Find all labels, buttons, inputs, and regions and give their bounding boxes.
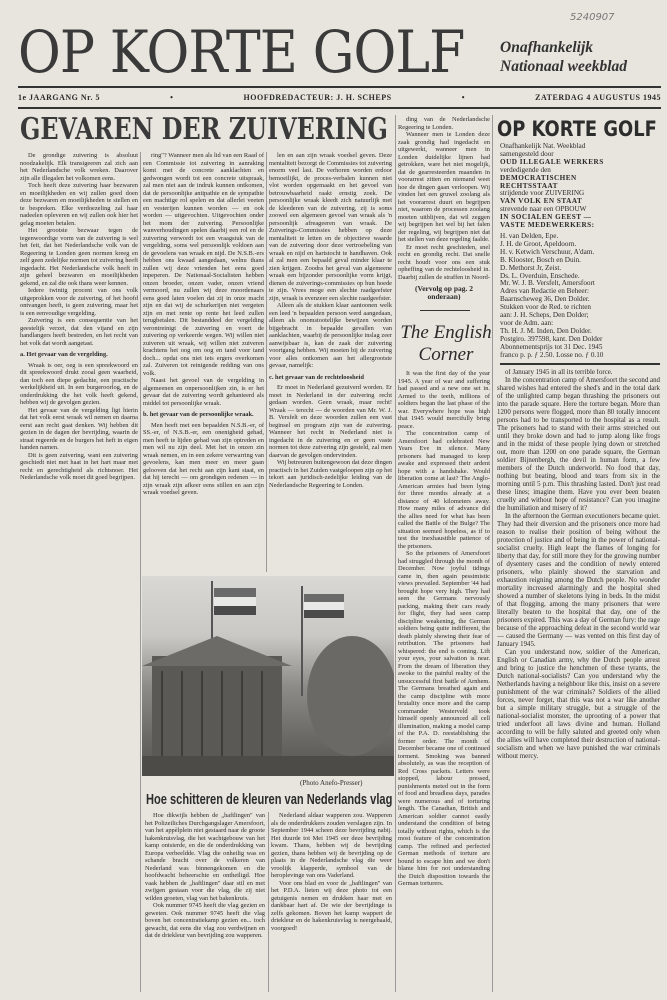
text-line: Ds. L. Overduin, Enschede. bbox=[500, 271, 580, 280]
newspaper-title: OP KORTE GOLF bbox=[18, 18, 465, 86]
paragraph: of January 1945 in all its terrible force. bbox=[505, 369, 613, 376]
sidebar-box bbox=[500, 143, 660, 359]
paragraph: Alleen als de stukken klaar aantoonen welk een leed 'n bepaalden persoon werd aangedaan, alleen als onomstootelijke bewijzen worden bijgebracht in bepaalde gevallen van aanklachten, waarbij de persoonlijke inslag zeer aanwijsbaar is, kan de zaak der zuivering voortgang hebben. Wij moeten bij de zuivering voor alles ontkomen aan het allergrootste gevaar, namelijk: bbox=[269, 302, 392, 369]
main-article-column-1 bbox=[20, 152, 138, 994]
tagline-line-1: Onafhankelijk bbox=[500, 39, 594, 56]
text-line: Postgiro. 397598, kant. Den Dolder bbox=[500, 334, 603, 343]
text-line: Adres van Redactie en Beheer: bbox=[500, 287, 590, 296]
main-article-column-4 bbox=[398, 116, 490, 281]
text-line: B. Klooster, Bosch en Duin. bbox=[500, 255, 581, 264]
paragraph: len en aan zijn wraak voedsel geven. Deze mentaliteit bezorgt de Commissies tot zuivering enorm veel last. De verhoren worden erdoor bemoeilijkt, de proces-verbalen kunnen niet vlot worden opgemaakt en het gevoel van betrouwbaarheid raakt ernstig zoek. De persoonlijke wraak kleedt zich natuurlijk met de kleederen van de zuivering, zij is soms zoowel een algemeen gevoel van wraak als 'n persoonlijk afreageeren van wraak. De Zuiverings-Commissies hebben op deze mentaliteit te letten en de objectieve waarde van de zuivering door deze vertroebeling van wraak en nijd en hartstocht te handhaven. Ook al zal men een bepaald geval minder klaar te zien krijgen. Zoodra het geval van algemeene wraak een bijzonder persoonlijke vorm krijgt, dienen de zuiverings-commissies op hun hoede te zijn. Vrees moge een slechte raadgeefster zijn, wraak is evenzeer een slechte raadgeefster. bbox=[269, 152, 392, 302]
main-article-column-3 bbox=[269, 152, 392, 572]
text-line: J. H. de Groot, Apeldoorn. bbox=[500, 239, 577, 248]
text-line: Stukken voor de Red. te richten bbox=[500, 303, 592, 312]
english-corner-column-1 bbox=[398, 370, 490, 994]
text-line: aan: J. H. Scheps, Den Dolder; bbox=[500, 311, 589, 320]
paragraph: Nederland aldaar wapperen zou. Wapperen als de onderdrukkers zouden verslagen zijn. In September 1944 scheen deze bevrijding nabij. Het duurde tot Mei 1945 eer deze bevrijding kwam. Thans, hebben wij de bevrijding gezien, thans hebben wij de bevrijding op de plaats in de Nederlandsche vlag die weer vroolijk klapperde, symbool van de heroplevinge van ons Vaderland. bbox=[271, 812, 392, 879]
text-line: H. van Delden, Epe. bbox=[500, 231, 559, 240]
paragraph: Wraak is oer, oeg is een spreekwoord en dit spreekwoord drukt zooal geen waarheid, dan toch een diepe gedachte, een practische werkelijkheid uit. In een burgeroorlog, en de onderdrukking die het volk heeft gekend, hebben wij de gevolgen gezien. bbox=[20, 361, 138, 406]
sidebar-box-title: OP KORTE GOLF bbox=[497, 117, 657, 141]
column-divider bbox=[266, 152, 267, 572]
main-article-column-2 bbox=[143, 152, 264, 572]
paragraph: Het gevaar van de vergelding ligt hierin dat het volk eerst wraak wil nemen en daarna eerst aan recht gaat denken. Wij hebben dit gezien in de dagen der bevrijding, waarin de straat regeerde en de burgers het heft in eigen handen namen. bbox=[20, 406, 138, 451]
paragraph: Dit is geen zuivering, want een zuivering geschiedt niet met haat in het hart maar met recht en gerechtigheid als richtsnoer. Het Nederlandsche volk moet dit goed begrijpen. bbox=[20, 451, 138, 481]
english-corner-column-2 bbox=[497, 369, 660, 992]
text-line: franco p. p. ƒ 2.50. Losse no. ƒ 0.10 bbox=[500, 350, 604, 359]
sidebar-box-lines bbox=[500, 143, 660, 230]
english-corner-title bbox=[400, 322, 492, 366]
text-line: verdedigende den bbox=[500, 165, 551, 174]
column-divider bbox=[268, 812, 269, 992]
text-line: Baarnscheweg 36, Den Dolder. bbox=[500, 295, 590, 304]
paragraph: De grondige zuivering is absoluut noodzakelijk. Elk transigeeren zal zich aan het Nederlandsche volk wreken. Daarover zijn alle illegalen het volkomen eens. bbox=[20, 152, 138, 182]
text-line: Onafhankelijk Nat. Weekblad bbox=[500, 142, 586, 150]
column-divider bbox=[140, 152, 141, 992]
flag-article-column-2 bbox=[271, 812, 392, 994]
divider bbox=[18, 86, 661, 88]
english-corner-title-line-1: The English bbox=[400, 322, 492, 343]
text-line: H. v. Ketwich Verschuur, A'dam. bbox=[500, 247, 595, 256]
main-headline: GEVAREN DER ZUIVERING bbox=[20, 112, 388, 147]
text-line: voor de Adm. aan: bbox=[500, 318, 554, 327]
paragraph: Men heeft met een bepaalden N.S.B.-er, of SS.-er, of N.S.B.-er, een onenigheid gehad, men heeft te lijden gehad van zijn optreden en men wil nu zijn deel. Met het in onzen zin wraak nemen, en in een zekere verwarring van gevoelens, kan men meer en meer gaan gelooven dat het recht aan zijn kant staat, en dat hij terecht — om grondigen redenen — in zijn wraak zijn afkeer eens stillen en aan zijn wraak voedsel geven. bbox=[143, 421, 264, 496]
paragraph: Hoe dikwijls hebben de „haftlingen" van het Polizeiliches Durchgangslager Amersfoort, van het appèlplein niet gestaard naar de groote hakenkruisvlag, die het wachtgebouw van het kamp ontsierde, en die de onderdrukking van Europa verbeeldde. Vlag die onheilig was en schande bracht over de volkeren van Nederland was binnengekomen en die hoofdwacht beheerschte en ontheiligd. Hoe vaak hebben de „haftlingen" daar stil en met zwijgen gestaan voor die vlag, die zij niet wilden groeten, vlag van het bakenkruis. bbox=[145, 812, 265, 902]
text-line: VAN VOLK EN STAAT bbox=[500, 197, 583, 206]
paragraph: Iedere twintig procent van ons volk uitgeprokken voor de zuivering, of het hoofd ontvangen heeft, is geen zuivering, maar het is een eenvoudige vergelding. bbox=[20, 287, 138, 317]
tagline-line-2: Nationaal weekblad bbox=[500, 58, 628, 75]
archive-number-handwritten: 5240907 bbox=[570, 12, 615, 23]
bullet: • bbox=[170, 93, 174, 102]
continued-note: (Vervolg op pag. 2 onderaan) bbox=[414, 285, 474, 300]
issue-info-line bbox=[18, 93, 661, 102]
divider bbox=[18, 107, 661, 109]
issue-date: ZATERDAG 4 AUGUSTUS 1945 bbox=[535, 93, 661, 102]
text-line: Th. H. J. M. Inden, Den Dolder. bbox=[500, 326, 592, 335]
paragraph: Ook nummer 9745 heeft die vlag gezien en geweten. Ook nummer 9745 heeft die vlag boven het concentratiekamp gezien en... toch gewacht, dat eens die vlag zou verdwijnen en dat de driekleur van bevrijding zou wapperen. bbox=[145, 902, 265, 939]
photo-caption: (Photo Anefo-Presser) bbox=[300, 779, 363, 787]
text-line: DEMOCRATISCHEN bbox=[500, 173, 577, 182]
paragraph: Er moet recht geschieden, snel recht en grondig recht. Dat snelle recht houdt voor ons een stuk opheffing van de rechteloosheid in. Daarbij zullen de straffen in Noord- bbox=[398, 243, 490, 281]
paragraph: Can you understand now, soldier of the American, English or Canadian army, why the Dutch people arrest and bring to justice the henchmen of these tyrants, the Dutch national-socialists? Can you understand why the Netherlands having a neighbour like this, insist on a severe punishment of the war criminals? Soldiers of the allied forces, never forget, that this was not a war like another but a simple military struggle, but a struggle of the national-socialist monster, the uprooting of a power that tried underfoot all laws divine and human. Holland according to will be fully saluted and greeted only when the allies will have completed their destruction of national-socialism and when we have punished the war criminals without mercy. bbox=[497, 649, 660, 760]
paragraph: b. het gevaar van de persoonlijke wraak. bbox=[143, 411, 254, 418]
paragraph: So the prisoners of Amersfoort had struggled through the month of December. Now joyful tidings came in, then again pessimistic views prevailed. September '44 had brought hope very high. They had seen the Germans nervously packing, making their cars ready for flight, they had seen camp discipline weakening, the German soldiers being quite indifferent, the death plainly showing their fear of retribution. The prisoners had whispered: the end is coming. Lift your eyes, your salvation is near. From the dream of liberation they awoke to the painful reality of the unsuccessful first battle of Arnhem. The Germans breathed again and the camp discipline with more brutality once more and the camp commander Westerveld took himself openly announced all cell illumination, making a model camp of the P.A. D. reestablishing the former order. The month of December became one of continued torment. Smoking was banned absolutely, as was the reception of Red Cross packets. Letters were stopped, labour pressed, punishments meted out in the form of food and breadless days, parades were numerous and of torturing length. The Canadian, British and American soldier cannot easily understand the condition of being totally without rights, which is the most feature of the concentration camp. The refined and perfected German methods of torture are bound to escape him and we don't blame him for not understanding the Dutch disposition towards the German torturers. bbox=[398, 550, 490, 887]
text-line: strevende naar een OPBOUW bbox=[500, 205, 587, 214]
paragraph: Toch heeft deze zuivering haar bezwaren en moeilijkheden en wij zullen goed doen deze bezwaren en moeilijkheden te stellen en te bespreken. Elke verdoezeling zal haar nadeelen opleveren en wij zullen ook hier het gelag moeten betalen. bbox=[20, 182, 138, 227]
divider bbox=[500, 363, 660, 365]
column-divider bbox=[492, 115, 493, 992]
paragraph: In the concentration camp of Amersfoort the second and shared wishes had entered the shed's and in the total dark of the unlighted camp began thrashing the prisoners out into the parade square. Here the torture began. More than 1200 persons were flogged, more than 80 totally innocent persons had to be transported to the hospital as a result. The prisoners had to stand with their arms stretched out until they broke down and had to jump along like frogs and in the midst of these people lying down or stretched out, more than 1200 on one parade square, the German soldier Bijnenbergh, the devil in human form, a few members of the Dutch underworld. No food that day, nothing but beating, blood and tears from six in the morning until 5 p.m. This thrashing lasted. Don't just read these lines; imagine them. Have you ever been beaten cruelly and without hope of resistance? Can you imagine the humiliation and misery of it? bbox=[497, 377, 660, 512]
bullet: • bbox=[461, 93, 465, 102]
volume-number: 1e JAARGANG Nr. 5 bbox=[18, 93, 100, 102]
paragraph: Naast het gevoel van de vergelding in algemeenen en onpersoonlijken zin, is er het gevaar dat de zuivering wordt gehanteerd als middel tot persoonlijke wraak. bbox=[143, 377, 264, 407]
paragraph: Er moet in Nederland gezuiverd worden. Er moet in Nederland in der zuivering recht gedaan worden. Geen wraak, maar recht! Wraak — terecht — de woorden van Mr. W. J. B. Versfelt en deze woorden zullen een vast beginsel en program zijn van de zuivering. Wanneer het recht in Nederland niet is ingedacht in de zuivering en er geen vaste normen tot deze zuivering zijn gesteld, zal men daarvan de gevolgen ondervinden. bbox=[269, 384, 392, 459]
paragraph: Zuivering is een consequentie van het geestelijk verzet, dat den vijand en zijn handlangers heeft bestreden, en het recht van het volk dat wordt aangetast. bbox=[20, 317, 138, 347]
editor: HOOFDREDACTEUR: J. H. SCHEPS bbox=[243, 93, 392, 102]
paragraph: a. Het gevaar van de vergelding. bbox=[20, 351, 108, 358]
paragraph: Het grootste bezwaar tegen de tegenwoordige vorm van de zuivering is wel het feit, dat het Nederlandsche volk van de Regeering te Londen geen normen kreeg en zelf geen zedelijke normen tot zuivering heeft ingedacht. Het Nederlandsche volk heeft in zijn geheel bezwaren en moeilijkheden gekend, en zal die ook thans weer kennen. bbox=[20, 227, 138, 287]
text-line: D. Methorst Jr, Zeist. bbox=[500, 263, 562, 272]
text-line: RECHTSSTAAT bbox=[500, 181, 558, 190]
text-line: OUD ILLEGALE WERKERS bbox=[500, 157, 604, 166]
paragraph: Wij betreuren buitengewoon dat deze dingen practisch in het Zuiden vastgeloopen zijn op het tekort aan juridisch-zedelijke leiding van de Nederlandsche Regeering te Londen. bbox=[269, 459, 392, 489]
contributor-list bbox=[500, 233, 660, 360]
paragraph: ding van de Nederlandsche Regeering te Londen. bbox=[398, 116, 490, 131]
text-line: IN SOCIALEN GEEST — bbox=[500, 213, 592, 222]
paragraph: In the afternoon the German executioners became quiet. They had their diversion and the prisoners once more had reason to realise their position of being without the protection of justice and of being in the power of national-socialist cruelty. High leapt the flames of longing for liberty that day, for still more they for the growing number of dysentery cases and the condition of newly entered prisoners, who plainly showed the starvation and exhaustion reigning among the Dutch people. No wonder mortality increased alarmingly and the hospital shed showed a number of skeletons lying in beds. In the midst of that flogging, among the many prisoners that were literally beaten to the hospital that day, one of the prisoners expired. This was a day of German fury: the rage because of the approaching defeat in the second world war — caused the Germany — was vented on this first day of January 1945. bbox=[497, 513, 660, 648]
column-divider bbox=[395, 115, 396, 992]
divider bbox=[420, 310, 470, 311]
text-line: Abonnementsprijs tot 31 Dec. 1945 bbox=[500, 342, 603, 351]
text-line: Mr. W. J. B. Versfelt, Amersfoort bbox=[500, 279, 595, 288]
flag-photo-illustration bbox=[142, 576, 394, 776]
paragraph: Wanneer men te Londen deze zaak grondig had ingedacht en uitgewerkt, wanneer men in Londen duidelijke lijnen had getrokken, ware het niet mogelijk, dat de gearresteerden maanden in voorarrest zitten en niemand weet hoe de dingen gaan verloopen. Wij vinden het een gruwel zoolang als het voorarrest duurt en begrijpen niet, waarom de processen zoolang moeten uitblijven, dat wil zeggen wij begrijpen het wel bij het falen der regeling, wij begrijpen niet dat het stellen van deze regeling faalde. bbox=[398, 131, 490, 243]
text-line: strijdende voor ZUIVERING bbox=[500, 189, 585, 198]
photo-flag-over-camp bbox=[142, 576, 394, 776]
paragraph: c. het gevaar van de rechteloosheid bbox=[269, 373, 364, 381]
text-line: samengesteld door bbox=[500, 149, 554, 158]
english-corner-title-line-2: Corner bbox=[418, 344, 474, 365]
flag-article-column-1 bbox=[145, 812, 265, 994]
paragraph: The concentration camp of Amersfoort had celebrated New Years Eve in silence. Many prisoners had managed to keep awake and expressed their ardent hope with a handshake. Would liberation come at last? The Anglo-American armies had been lying for three months already at a distance of 40 kilometers away. How many miles of advance did the allies need for what has been called the Battle of the Bulge? The situation seemed hopeless, as if to test the inexhaustible patience of the prisoners. bbox=[398, 430, 490, 550]
tagline bbox=[500, 38, 627, 76]
flag-article-headline: Hoe schitteren de kleuren van Nederlands vlag bbox=[146, 791, 393, 808]
paragraph: Voor ons blad en voor de „haftlingen" van het P.D.A. lieten wij deze photo tot een getuigenis nemen en drukken haar met en dankbaar hart af. De wie der bevrijdinge is zelfs gekomen. Boven het kamp wappert de driekleur en de hakenkruisvlag is neergehaald, voorgoed! bbox=[271, 879, 392, 932]
paragraph: ring"? Wanneer men als lid van een Raad of een Commissie tot zuivering in aanraking komt met de concrete aanklachten en gedwongen wordt tot een concrete uitspraak, zal men niet aan de indruk kunnen ontkomen, dat de persoonlijke antipathie en de sympathie een machtige rol spelen en dat allerlei veeten en vesterijen kunnen worden — en ook worden — uitgevochten. Uitgevochten onder het mom der zuivering. Persoonlijke wanverhoudingen spelen daarbij een rol en de zuivering verwordt tot een vraagstuk van de vergelding, soms wel persoonlijk voldoen aan de gevoelens van wraak en nijd. De N.S.B.-ers hebben ons kwaad aangedaan, welnu thans zullen wij deze vrienden het eens goed inpeperen. De Nationaal-Socialisten hebben onzen broeder, onzen vader, onzen vriend vermoord, nu zullen wij deze moordenaars eens goed laten voelen dat zij in onze macht zijn en dat wij de schurkerijen niet vergeten zijn en met rente op rente het leed zullen terugbetalen. Dit bestanddeel der vergelding verontreinigt de zuivering en voert de zuivering op verkeerde wegen. Wij willen niet zuiveren uit wraak, wij willen niet zuiveren krachtens het oog om oog en tand voor tand doch... opdat ons niet iets ergers overkomen zal. Zuiveren tot reinigende redding van ons volk. bbox=[143, 152, 264, 377]
paragraph: It was the first day of the year 1945. A year of war and suffering had passed and a new one set in. Armed to the teeth, millions of soldiers began the last phase of the war. Everywhere hope was high that 1945 would mercifully bring peace. bbox=[398, 370, 490, 430]
text-line: VASTE MEDEWERKERS: bbox=[500, 221, 595, 230]
